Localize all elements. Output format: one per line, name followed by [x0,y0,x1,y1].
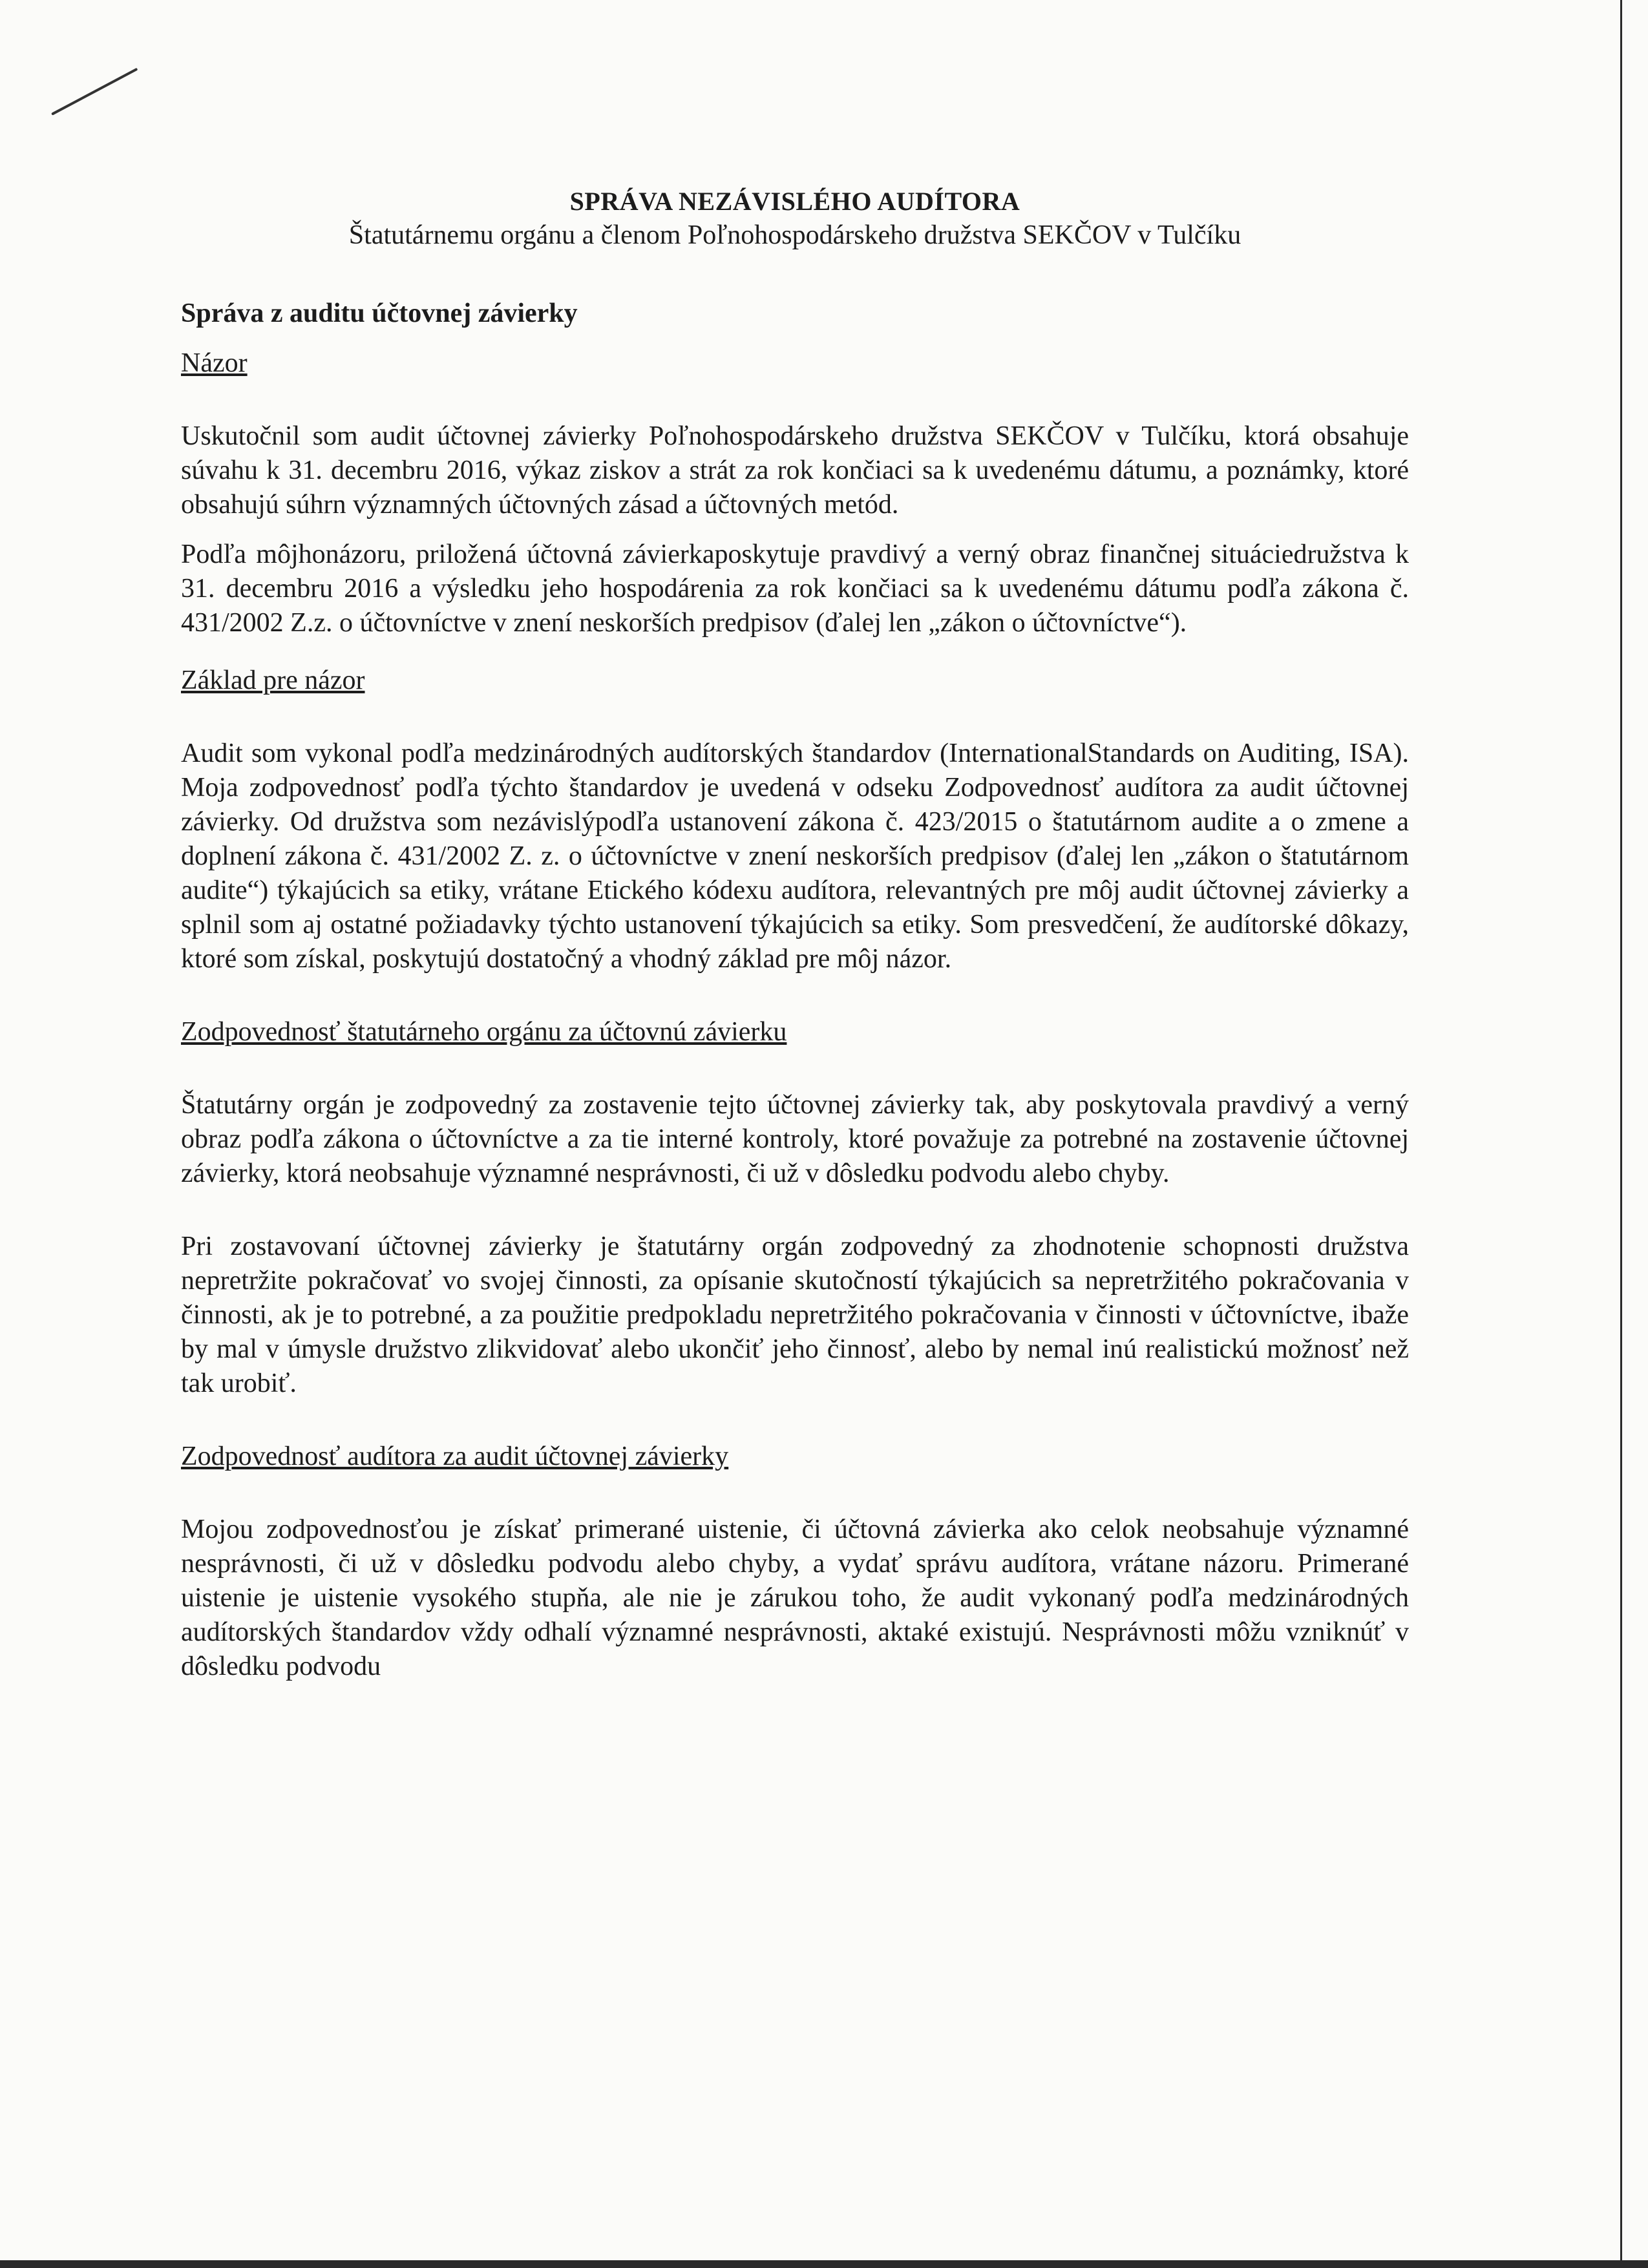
report-content [181,184,1409,1699]
scan-right-edge [1620,0,1622,2268]
report-title: SPRÁVA NEZÁVISLÉHO AUDÍTORA [569,187,1020,216]
paragraph-audit-scope: Uskutočnil som audit účtovnej závierky Poľnohospodárskeho družstva SEKČOV v Tulčíku, ktorá obsahuje súvahu k 31. decembru 2016, výkaz ziskov a strát za rok končiaci sa k uvedenému dátumu, a poznámky, ktoré obsahujú súhrn významných účtovných zásad a účtovných metód. [181,421,1409,520]
paragraph-opinion: Podľa môjhonázoru, priložená účtovná závierkaposkytuje pravdivý a verný obraz finančnej situáciedružstva k 31. decembru 2016 a výsledku jeho hospodárenia za rok končiaci sa k uvedenému dátumu podľa zákona č. 431/2002 Z.z. o účtovníctve v znení neskorších predpisov (ďalej len „zákon o účtovníctve“). [181,540,1409,638]
paragraph-management-responsibility: Štatutárny orgán je zodpovedný za zostavenie tejto účtovnej závierky tak, aby poskytovala pravdivý a verný obraz podľa zákona o účtovníctve a za tie interné kontroly, ktoré považuje za potrebné na zostavenie účtovnej závierky, ktorá neobsahuje významné nesprávnosti, či už v dôsledku podvodu alebo chyby. [181,1090,1409,1188]
subheading-basis: Základ pre názor [181,666,365,695]
paragraph-auditor-responsibility: Mojou zodpovednosťou je získať primerané uistenie, či účtovná závierka ako celok neobsahuje významné nesprávnosti, či už v dôsledku podvodu alebo chyby, a vydať správu audítora, vrátane názoru. Primerané uistenie je uistenie vysokého stupňa, ale nie je zárukou toho, že audit vykonaný podľa medzinárodných audítorských štandardov vždy odhalí významné nesprávnosti, aktaké existujú. Nesprávnosti môžu vzniknúť v dôsledku podvodu [181,1515,1409,1681]
section-heading: Správa z auditu účtovnej závierky [181,299,578,328]
paragraph-basis: Audit som vykonal podľa medzinárodných audítorských štandardov (InternationalStandards on Auditing, ISA). Moja zodpovednosť podľa týchto štandardov je uvedená v odseku Zodpovednosť audítora za audit účtovnej závierky. Od družstva som nezávislýpodľa ustanovení zákona č. 423/2015 o štatutárnom audite a o zmene a doplnení zákona č. 431/2002 Z. z. o účtovníctve v znení neskorších predpisov (ďalej len „zákon o štatutárnom audite“) týkajúcich sa etiky, vrátane Etického kódexu audítora, relevantných pre môj audit účtovnej závierky a splnil som aj ostatné požiadavky týchto ustanovení týkajúcich sa etiky. Som presvedčení, že audítorské dôkazy, ktoré som získal, poskytujú dostatočný a vhodný základ pre môj názor. [181,739,1409,974]
subheading-opinion: Názor [181,348,248,378]
subheading-management-responsibility: Zodpovednosť štatutárneho orgánu za účtovnú závierku [181,1017,787,1047]
subheading-auditor-responsibility: Zodpovednosť audítora za audit účtovnej závierky [181,1442,729,1471]
scan-bottom-edge [0,2260,1648,2268]
pen-mark [51,68,138,116]
report-addressee: Štatutárnemu orgánu a členom Poľnohospodárskeho družstva SEKČOV v Tulčíku [348,220,1241,250]
paragraph-going-concern: Pri zostavovaní účtovnej závierky je štatutárny orgán zodpovedný za zhodnotenie schopnosti družstva nepretržite pokračovať vo svojej činnosti, za opísanie skutočností týkajúcich sa nepretržitého pokračovania v činnosti, ak je to potrebné, a za použitie predpokladu nepretržitého pokračovania v činnosti v účtovníctve, ibaže by mal v úmysle družstvo zlikvidovať alebo ukončiť jeho činnosť, alebo by nemal inú realistickú možnosť než tak urobiť. [181,1232,1409,1398]
